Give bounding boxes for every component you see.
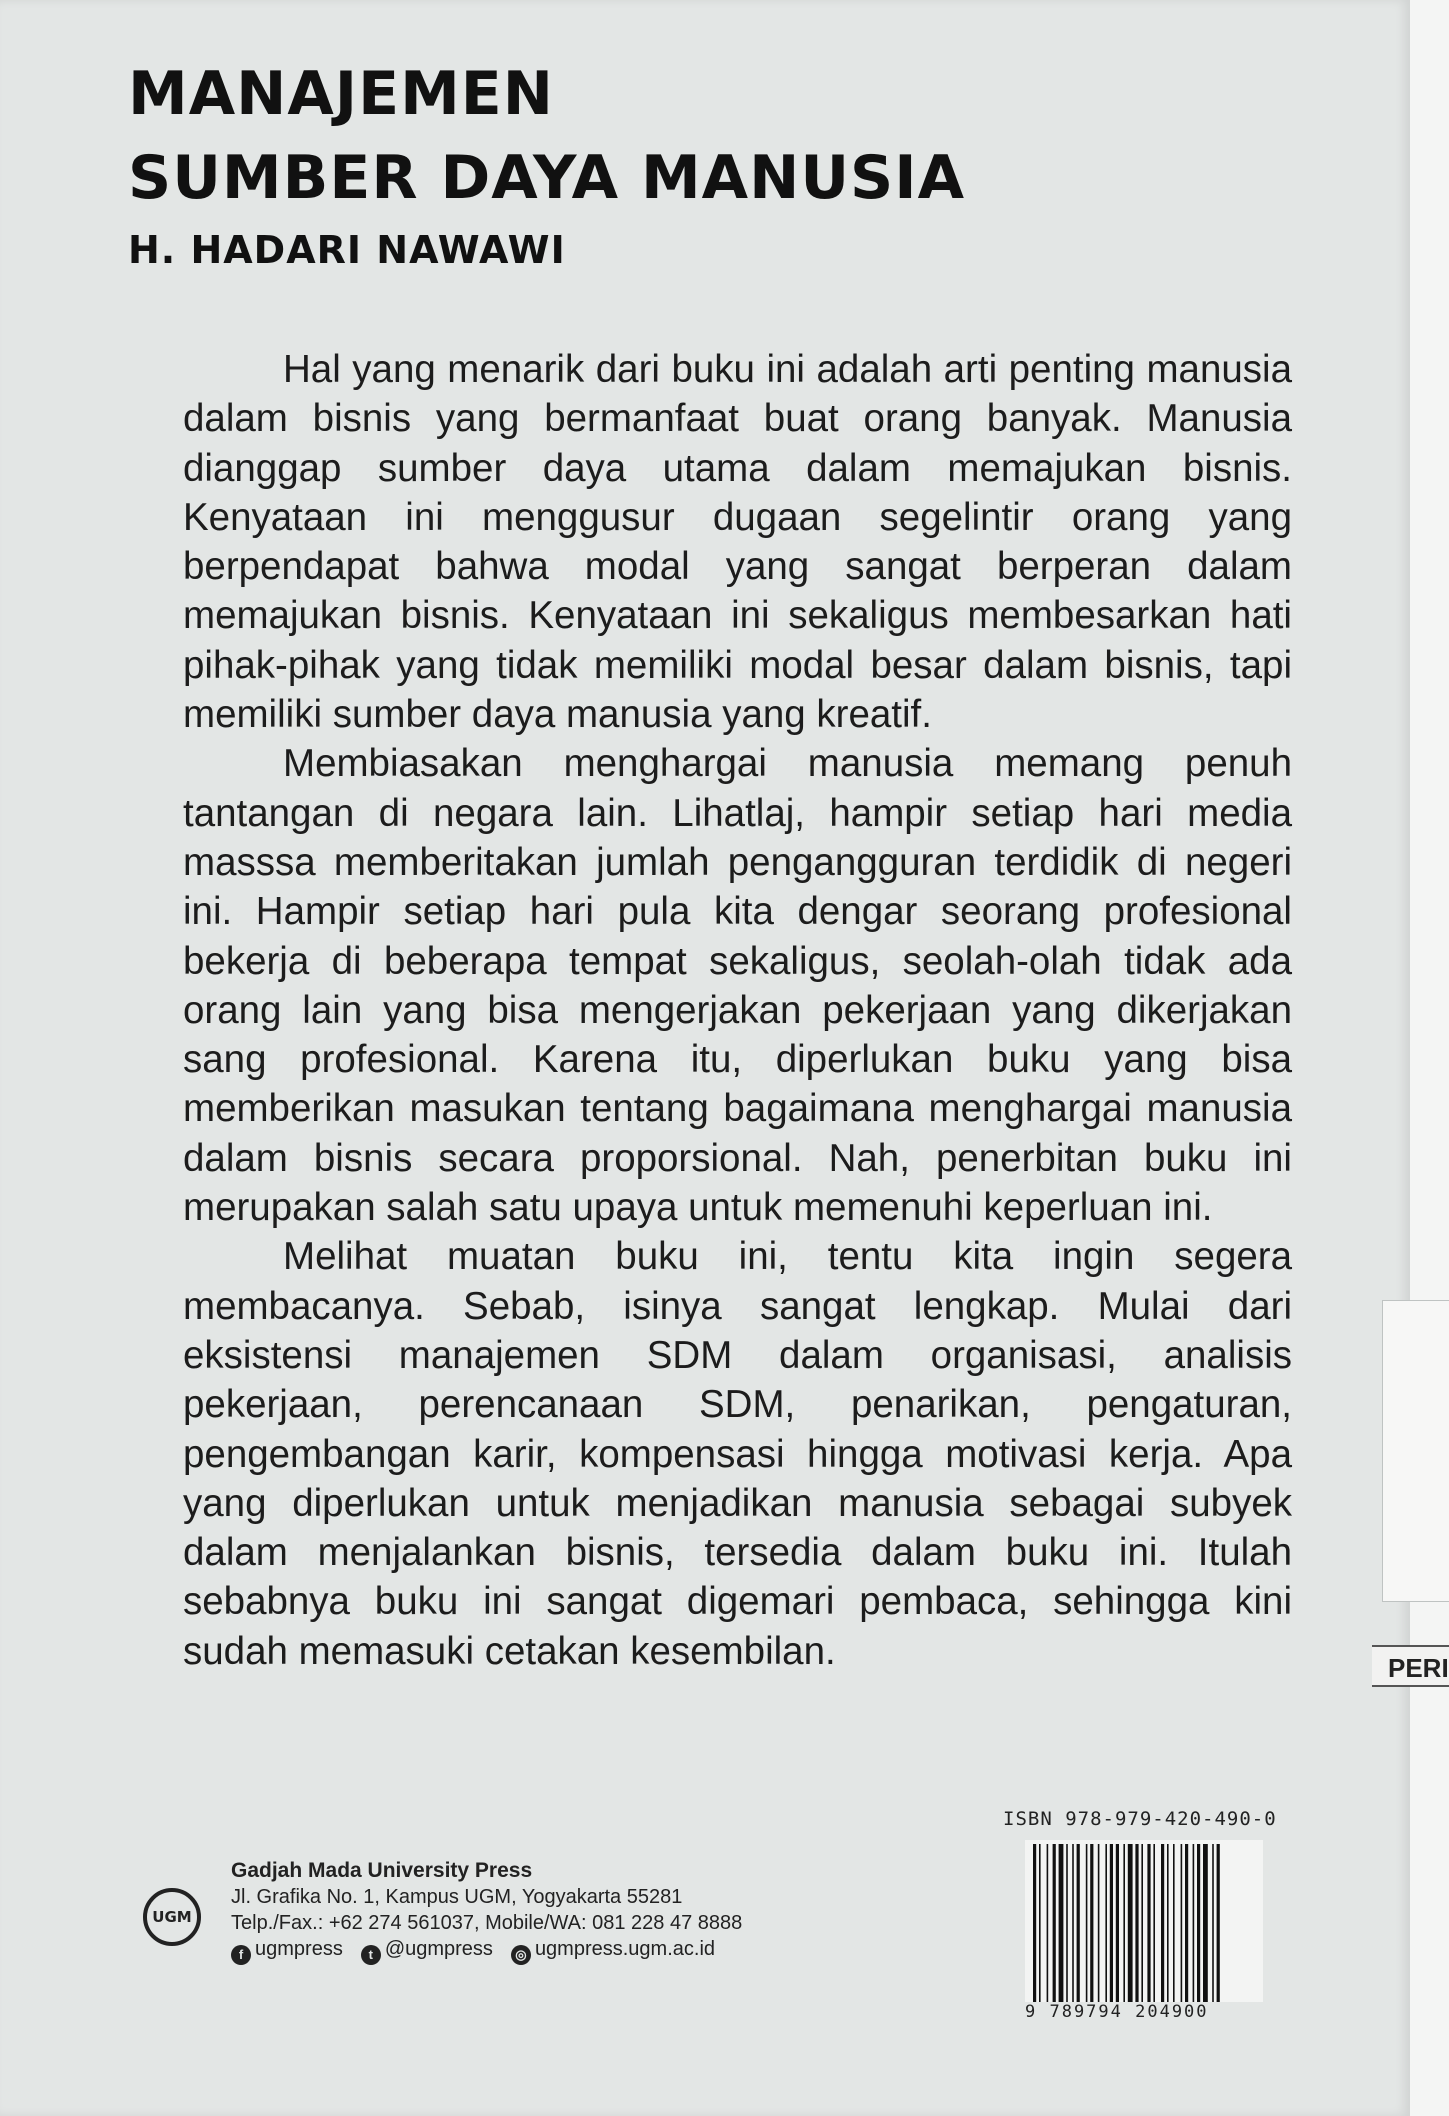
globe-icon: ◎ — [511, 1945, 531, 1965]
barcode-bar — [1110, 1844, 1113, 2004]
barcode-bar — [1135, 1844, 1138, 2004]
twitter-handle: @ugmpress — [384, 1938, 493, 1960]
barcode-bar — [1047, 1844, 1049, 2004]
publisher-name: Gadjah Mada University Press — [231, 1859, 533, 1882]
barcode-bar — [1153, 1844, 1155, 2004]
barcode-bar — [1086, 1844, 1088, 2004]
barcode-bar — [1072, 1844, 1074, 2004]
facebook-handle: ugmpress — [255, 1938, 343, 1960]
twitter-link[interactable] — [361, 1936, 493, 1965]
barcode-bar — [1059, 1844, 1064, 2004]
title-line-2: SUMBER DAYA MANUSIA — [128, 143, 966, 213]
barcode-bar — [1123, 1844, 1125, 2004]
barcode-bar — [1161, 1844, 1164, 2004]
publisher-address: Jl. Grafika No. 1, Kampus UGM, Yogyakarta 55281 — [231, 1886, 683, 1908]
barcode-bar — [1193, 1844, 1195, 2004]
barcode-digits: 9 789794 204900 — [1025, 2002, 1263, 2022]
website-url: ugmpress.ugm.ac.id — [534, 1938, 716, 1960]
barcode-bar — [1033, 1844, 1036, 2004]
barcode — [1025, 1840, 1263, 2022]
publisher-block — [143, 1858, 742, 1965]
website-link[interactable] — [511, 1936, 715, 1965]
barcode-bar — [1203, 1844, 1208, 2004]
twitter-icon: t — [361, 1945, 381, 1965]
barcode-bar — [1116, 1844, 1119, 2004]
barcode-bar — [1090, 1844, 1093, 2004]
publisher-info — [231, 1858, 742, 1965]
barcode-bar — [1039, 1844, 1041, 2004]
barcode-bar — [1128, 1844, 1133, 2004]
barcode-bar — [1147, 1844, 1150, 2004]
barcode-bar — [1105, 1844, 1107, 2004]
blurb-paragraph-1: Hal yang menarik dari buku ini adalah arti penting manusia dalam bisnis yang bermanfaat buat orang banyak. Manusia dianggap sumber daya utama dalam memajukan bisnis. Kenyataan ini menggusur dugaan segelintir orang yang berpendapat bahwa modal yang sangat berperan dalam memajukan bisnis. Kenyataan ini sekaligus membesarkan hati pihak-pihak yang tidak memiliki modal besar dalam bisnis, tapi memiliki sumber daya manusia yang kreatif. — [183, 348, 1292, 737]
book-title — [128, 52, 965, 220]
barcode-bar — [1066, 1844, 1068, 2004]
barcode-bar — [1212, 1844, 1214, 2004]
book-author: H. HADARI NAWAWI — [128, 228, 566, 272]
barcode-bar — [1181, 1844, 1183, 2004]
facebook-icon: f — [231, 1945, 251, 1965]
sticker-label: PERI — [1372, 1645, 1449, 1687]
barcode-bar — [1217, 1844, 1220, 2004]
library-sticker — [1382, 1300, 1449, 1602]
publisher-phone: Telp./Fax.: +62 274 561037, Mobile/WA: 081 228 47 8888 — [231, 1912, 743, 1934]
barcode-bar — [1077, 1844, 1080, 2004]
barcode-bar — [1197, 1844, 1200, 2004]
blurb-paragraph-3: Melihat muatan buku ini, tentu kita ingin segera membacanya. Sebab, isinya sangat lengkap. Mulai dari eksistensi manajemen SDM dalam organisasi, analisis pekerjaan, perencanaan SDM, penarikan, pengaturan, pengembangan karir, kompensasi hingga motivasi kerja. Apa yang diperlukan untuk menjadikan manusia sebagai subyek dalam menjalankan bisnis, tersedia dalam buku ini. Itulah sebabnya buku ini sangat digemari pembaca, sehingga kini sudah memasuki cetakan kesembilan. — [183, 1235, 1292, 1673]
isbn-label: ISBN 978-979-420-490-0 — [1003, 1808, 1277, 1830]
page-edge — [1410, 0, 1449, 2116]
ugm-logo: UGM — [143, 1888, 201, 1946]
blurb-text — [183, 345, 1292, 1676]
barcode-bar — [1185, 1844, 1188, 2004]
blurb-paragraph-2: Membiasakan menghargai manusia memang penuh tantangan di negara lain. Lihatlaj, hampir setiap hari media masssa memberitakan jumlah pengangguran terdidik di negeri ini. Hampir setiap hari pula kita dengar seorang profesional bekerja di beberapa tempat sekaligus, seolah-olah tidak ada orang lain yang bisa mengerjakan pekerjaan yang dikerjakan sang profesional. Karena itu, diperlukan buku yang bisa memberikan masukan tentang bagaimana menghargai manusia dalam bisnis secara proporsional. Nah, penerbitan buku ini merupakan salah satu upaya untuk memenuhi keperluan ini. — [183, 742, 1292, 1230]
barcode-bar — [1098, 1844, 1100, 2004]
barcode-bar — [1141, 1844, 1143, 2004]
publisher-social — [231, 1936, 742, 1965]
barcode-bar — [1167, 1844, 1169, 2004]
barcode-bar — [1053, 1844, 1056, 2004]
barcode-bar — [1173, 1844, 1175, 2004]
facebook-link[interactable] — [231, 1936, 343, 1965]
title-line-1: MANAJEMEN — [128, 59, 555, 129]
